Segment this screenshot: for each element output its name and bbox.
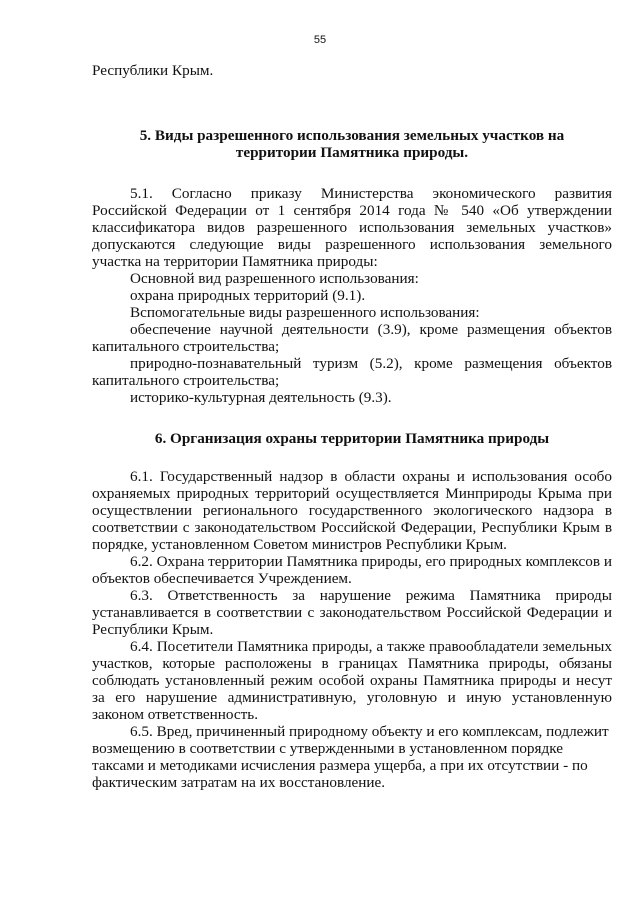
aux-use-item-2: природно-познавательный туризм (5.2), кроме размещения объектов капитального строительства; [92,355,612,389]
paragraph-6-1: 6.1. Государственный надзор в области охраны и использования особо охраняемых природных территорий осуществляется Минприроды Крыма при осуществлении регионального государственного экологического надзора в соответствии с законодательством Российской Федерации, Республики Крым в порядке, установленном Советом министров Республики Крым. [92,468,612,553]
page-number: 55 [313,34,327,46]
aux-use-label: Вспомогательные виды разрешенного использования: [130,304,480,321]
paragraph-6-5: 6.5. Вред, причиненный природному объекту и его комплексам, подлежит возмещению в соответствии с утвержденными в установленном порядке таксами и методиками исчисления размера ущерба, а при их отсутствии - по фактическим затратам на их восстановление. [92,723,609,791]
section-5-heading-line2: территории Памятника природы. [235,144,469,161]
section-5-heading [92,127,612,161]
main-use-item: охрана природных территорий (9.1). [130,287,366,304]
section-5-heading-line1: 5. Виды разрешенного использования земельных участков на [139,127,565,144]
aux-use-item-1: обеспечение научной деятельности (3.9), кроме размещения объектов капитального строительства; [92,321,612,355]
section-6-heading: 6. Организация охраны территории Памятника природы [154,430,550,447]
paragraph-6-2: 6.2. Охрана территории Памятника природы, его природных комплексов и объектов обеспечивается Учреждением. [92,553,612,587]
paragraph-6-3: 6.3. Ответственность за нарушение режима Памятника природы устанавливается в соответствии с законодательством Российской Федерации и Республики Крым. [92,587,612,638]
paragraph-5-1: 5.1. Согласно приказу Министерства экономического развития Российской Федерации от 1 сентября 2014 года № 540 «Об утверждении классификатора видов разрешенного использования земельных участков» допускаются следующие виды разрешенного использования земельного участка на территории Памятника природы: [92,185,612,270]
document-body [92,62,612,791]
aux-use-item-3: историко-культурная деятельность (9.3). [130,389,392,406]
continuation-text: Республики Крым. [92,62,214,79]
main-use-label: Основной вид разрешенного использования: [130,270,419,287]
paragraph-6-4: 6.4. Посетители Памятника природы, а также правообладатели земельных участков, которые расположены в границах Памятника природы, обязаны соблюдать установленный режим особой охраны Памятника природы и несут за его нарушение административную, уголовную и иную установленную законом ответственность. [92,638,612,723]
